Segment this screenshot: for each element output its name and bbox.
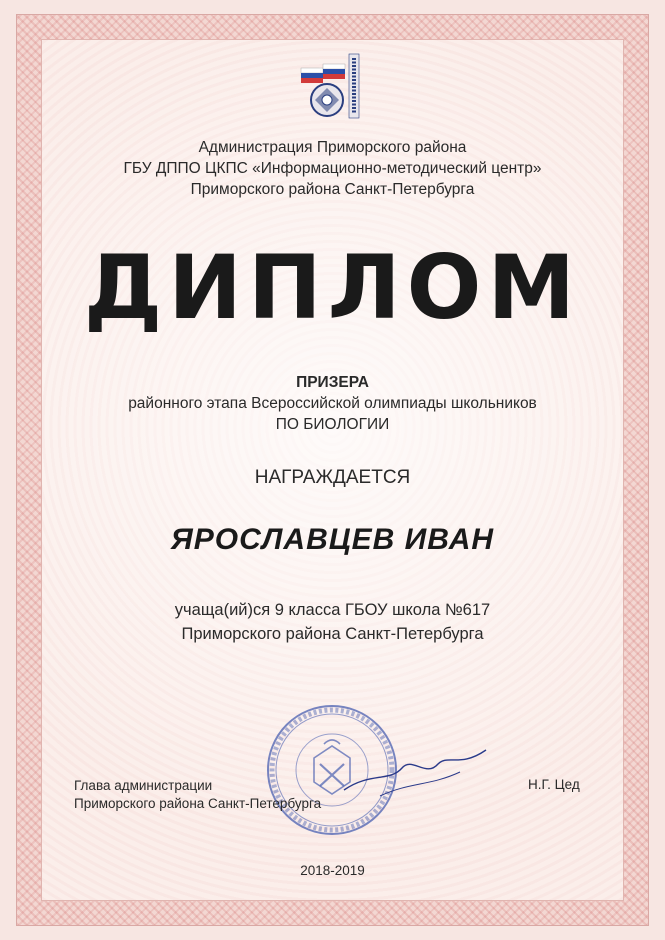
signer-name: Н.Г. Цед — [528, 777, 580, 792]
handwritten-signature-icon — [340, 742, 490, 802]
award-subject: ПО БИОЛОГИИ — [275, 416, 390, 433]
recipient-name: ЯРОСЛАВЦЕВ ИВАН — [170, 523, 495, 556]
academic-year: 2018-2019 — [300, 863, 365, 878]
award-event: районного этапа Всероссийской олимпиады школьников — [128, 395, 537, 412]
diploma-title: ДИПЛОМ — [83, 236, 582, 339]
olympiad-logo-icon — [293, 50, 379, 122]
signer-position-line-2: Приморского района Санкт-Петербурга — [74, 796, 322, 811]
organization-line-3: Приморского района Санкт-Петербурга — [190, 181, 475, 198]
signer-position — [74, 777, 321, 813]
signer-position-line-1: Глава администрации — [74, 778, 213, 793]
recipient-school: учаща(ий)ся 9 класса ГБОУ школа №617 — [174, 601, 491, 619]
organization-line-2: ГБУ ДППО ЦКПС «Информационно-методический центр» — [123, 160, 542, 177]
recipient-district: Приморского района Санкт-Петербурга — [181, 625, 484, 643]
award-level: ПРИЗЕРА — [296, 374, 369, 391]
awarded-label: НАГРАЖДАЕТСЯ — [254, 467, 411, 488]
organization-line-1: Администрация Приморского района — [198, 139, 467, 156]
